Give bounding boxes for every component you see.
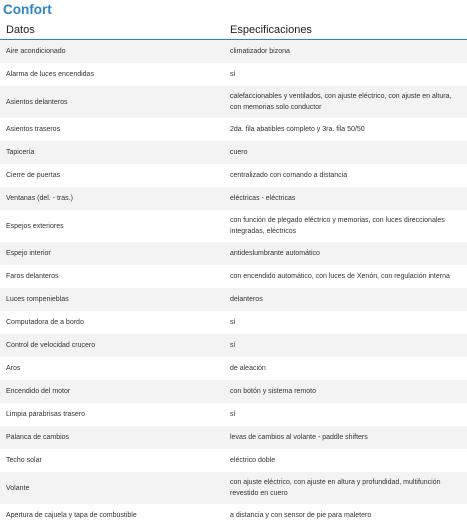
row-label: Ventanas (del. - tras.): [0, 187, 226, 210]
table-row: [0, 40, 467, 64]
column-header-especificaciones: Especificaciones: [226, 20, 467, 40]
table-row: [0, 141, 467, 164]
table-row: [0, 118, 467, 141]
row-label: Alarma de luces encendidas: [0, 63, 226, 86]
row-label: Aire acondicionado: [0, 40, 226, 64]
row-value: levas de cambios al volante - paddle shifters: [226, 426, 467, 449]
row-label: Computadora de a bordo: [0, 311, 226, 334]
row-value: sí: [226, 63, 467, 86]
row-label: Apertura de cajuela y tapa de combustible: [0, 504, 226, 527]
row-label: Espejos exteriores: [0, 210, 226, 242]
row-value: centralizado con comando a distancia: [226, 164, 467, 187]
row-value: calefaccionables y ventilados, con ajuste eléctrico, con ajuste en altura, con memorias solo conductor: [226, 86, 467, 118]
row-value: sí: [226, 334, 467, 357]
row-label: Control de velocidad crucero: [0, 334, 226, 357]
table-row: [0, 334, 467, 357]
table-row: [0, 426, 467, 449]
row-value: con ajuste eléctrico, con ajuste en altura y profundidad, multifunción revestido en cuero: [226, 472, 467, 504]
row-label: Cierre de puertas: [0, 164, 226, 187]
table-row: [0, 210, 467, 242]
row-value: con función de plegado eléctrico y memorias, con luces direccionales integradas, eléctricos: [226, 210, 467, 242]
row-label: Encendido del motor: [0, 380, 226, 403]
column-header-datos: Datos: [0, 20, 226, 40]
table-row: [0, 265, 467, 288]
row-label: Aros: [0, 357, 226, 380]
row-value: eléctricas - eléctricas: [226, 187, 467, 210]
table-row: [0, 242, 467, 265]
row-value: con botón y sistema remoto: [226, 380, 467, 403]
table-row: [0, 472, 467, 504]
row-value: cuero: [226, 141, 467, 164]
row-value: a distancia y con sensor de pie para maletero: [226, 504, 467, 527]
row-label: Tapicería: [0, 141, 226, 164]
row-value: eléctrico doble: [226, 449, 467, 472]
table-header-row: [0, 20, 467, 40]
row-value: delanteros: [226, 288, 467, 311]
table-row: [0, 504, 467, 527]
row-label: Palanca de cambios: [0, 426, 226, 449]
table-row: [0, 63, 467, 86]
row-label: Asientos traseros: [0, 118, 226, 141]
row-value: de aleación: [226, 357, 467, 380]
row-value: climatizador bizona: [226, 40, 467, 64]
specs-table: [0, 20, 467, 527]
row-label: Espejo interior: [0, 242, 226, 265]
row-value: 2da. fila abatibles completo y 3ra. fila 50/50: [226, 118, 467, 141]
table-row: [0, 357, 467, 380]
table-row: [0, 380, 467, 403]
table-row: [0, 288, 467, 311]
table-row: [0, 311, 467, 334]
table-row: [0, 403, 467, 426]
section-title: Confort: [3, 2, 52, 17]
row-value: sí: [226, 403, 467, 426]
row-label: Luces rompenieblas: [0, 288, 226, 311]
table-row: [0, 187, 467, 210]
row-label: Limpia parabrisas trasero: [0, 403, 226, 426]
row-value: con encendido automático, con luces de Xenón, con regulación interna: [226, 265, 467, 288]
table-row: [0, 86, 467, 118]
row-label: Volante: [0, 472, 226, 504]
row-label: Asientos delanteros: [0, 86, 226, 118]
row-label: Techo solar: [0, 449, 226, 472]
table-row: [0, 449, 467, 472]
row-value: antideslumbrante automático: [226, 242, 467, 265]
row-value: sí: [226, 311, 467, 334]
row-label: Faros delanteros: [0, 265, 226, 288]
table-row: [0, 164, 467, 187]
